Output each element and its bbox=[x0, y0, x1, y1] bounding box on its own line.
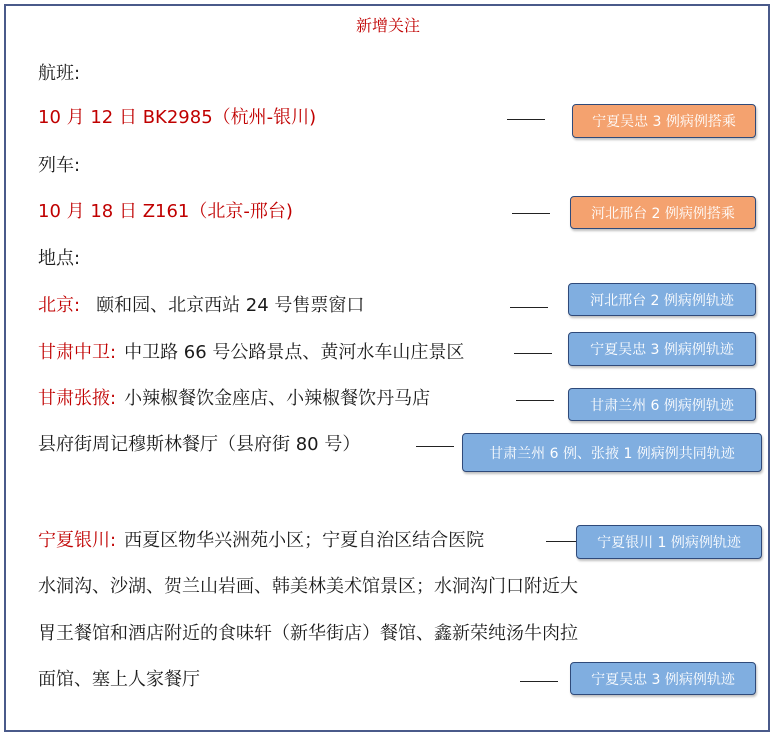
connector-line bbox=[512, 213, 550, 214]
zhongwei-tag: 宁夏吴忠 3 例病例轨迹 bbox=[568, 332, 756, 366]
train-heading: 列车: bbox=[38, 155, 81, 176]
connector-line bbox=[514, 353, 552, 354]
flight-heading: 航班: bbox=[38, 63, 81, 84]
flight-tag: 宁夏吴忠 3 例病例搭乘 bbox=[572, 104, 756, 138]
final-tag: 宁夏吴忠 3 例病例轨迹 bbox=[570, 662, 756, 695]
place-text: 中卫路 66 号公路景点、黄河水车山庄景区 bbox=[124, 342, 465, 363]
yinchuan-line-3: 胃王餐馆和酒店附近的食味轩（新华街店）餐馆、鑫新荣纯汤牛肉拉 bbox=[38, 623, 578, 644]
connector-line bbox=[516, 400, 554, 401]
place-beijing bbox=[38, 294, 364, 318]
connector-line bbox=[416, 446, 454, 447]
place-label: 北京: bbox=[38, 295, 81, 316]
place-text: 小辣椒餐饮金座店、小辣椒餐饮丹马店 bbox=[124, 388, 431, 409]
connector-line bbox=[520, 681, 558, 682]
place-text: 颐和园、北京西站 24 号售票窗口 bbox=[96, 295, 365, 316]
place-zhongwei bbox=[38, 341, 464, 365]
place-label: 宁夏银川: bbox=[38, 530, 117, 551]
place-zhangye bbox=[38, 387, 430, 411]
county-restaurant-tag: 甘肃兰州 6 例、张掖 1 例病例共同轨迹 bbox=[462, 433, 762, 472]
place-label: 甘肃中卫: bbox=[38, 342, 117, 363]
yinchuan-line-2: 水洞沟、沙湖、贺兰山岩画、韩美林美术馆景区；水洞沟门口附近大 bbox=[38, 576, 578, 597]
place-yinchuan bbox=[38, 529, 484, 553]
connector-line bbox=[507, 119, 545, 120]
place-heading: 地点: bbox=[38, 248, 81, 269]
zhangye-tag: 甘肃兰州 6 例病例轨迹 bbox=[568, 388, 756, 421]
yinchuan-tag: 宁夏银川 1 例病例轨迹 bbox=[576, 525, 762, 559]
beijing-tag: 河北邢台 2 例病例轨迹 bbox=[568, 283, 756, 316]
place-text: 县府街周记穆斯林餐厅（县府街 80 号） bbox=[38, 434, 361, 455]
yinchuan-line-4: 面馆、塞上人家餐厅 bbox=[38, 669, 200, 690]
train-tag: 河北邢台 2 例病例搭乘 bbox=[570, 196, 756, 229]
flight-info: 10 月 12 日 BK2985（杭州-银川) bbox=[38, 107, 317, 128]
connector-line bbox=[510, 307, 548, 308]
train-info: 10 月 18 日 Z161（北京-邢台) bbox=[38, 201, 293, 222]
connector-line bbox=[546, 541, 576, 542]
page-title: 新增关注 bbox=[355, 16, 420, 35]
place-text: 西夏区物华兴洲苑小区；宁夏自治区结合医院 bbox=[124, 530, 485, 551]
place-county-restaurant bbox=[38, 433, 360, 457]
place-label: 甘肃张掖: bbox=[38, 388, 117, 409]
